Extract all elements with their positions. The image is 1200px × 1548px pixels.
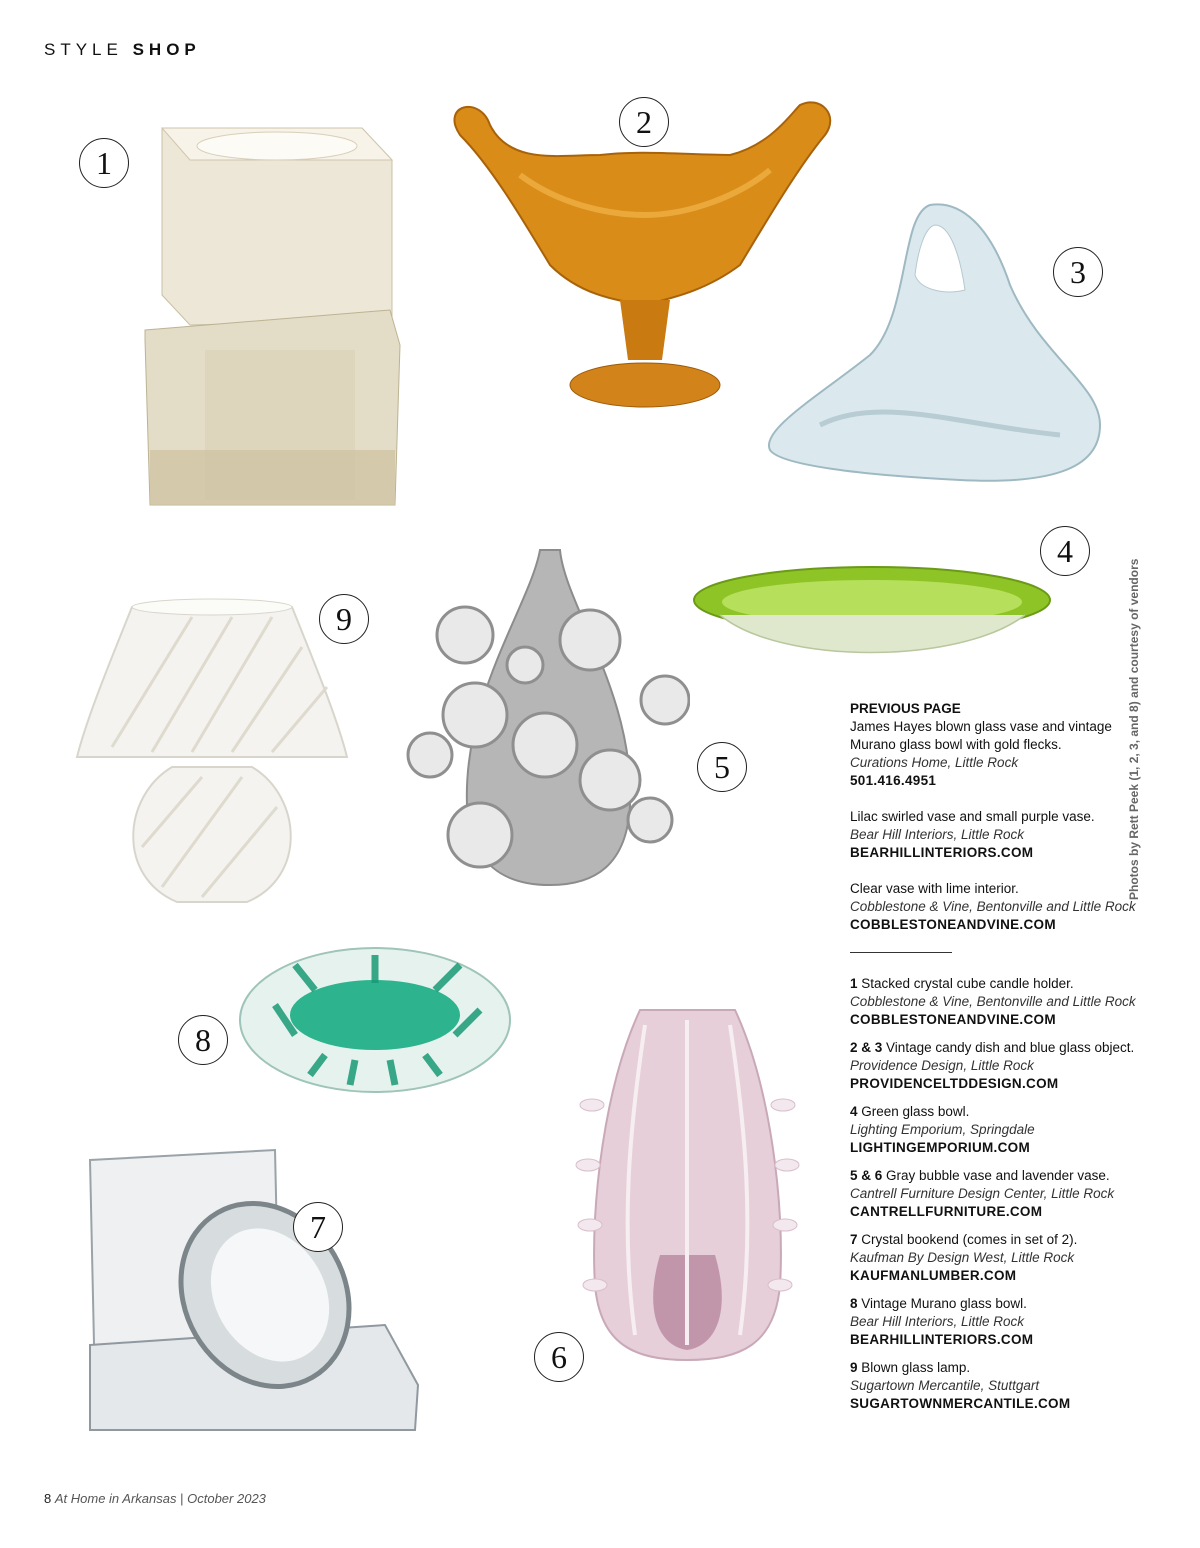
credit-link[interactable]: BEARHILLINTERIORS.COM [850,845,1034,860]
item-number-2: 2 [619,97,669,147]
credit-block [850,975,1150,1029]
credit-link[interactable]: CANTRELLFURNITURE.COM [850,1204,1043,1219]
credit-store: Cobblestone & Vine, Bentonville and Little Rock [850,994,1136,1009]
credit-link[interactable]: LIGHTINGEMPORIUM.COM [850,1140,1030,1155]
credit-description: Green glass bowl. [861,1104,970,1119]
footer-separator: | [180,1491,184,1506]
credit-number: 2 & 3 [850,1040,883,1055]
blown-glass-lamp-image [72,597,352,909]
credit-block [850,1359,1150,1413]
credit-block [850,1295,1150,1349]
issue-date: October 2023 [187,1491,266,1506]
credit-number: 9 [850,1360,858,1375]
page-number: 8 [44,1491,52,1506]
credit-store: Bear Hill Interiors, Little Rock [850,1314,1025,1329]
header-style: STYLE [44,40,123,59]
credit-description: Gray bubble vase and lavender vase. [886,1168,1110,1183]
section-header [44,40,201,60]
credit-block [850,880,1150,934]
item-number-9: 9 [319,594,369,644]
credit-block [850,808,1150,862]
photo-credit: Photos by Rett Peek (1, 2, 3, and 8) and courtesy of vendors [1127,558,1141,900]
item-number-6: 6 [534,1332,584,1382]
credit-store: Cobblestone & Vine, Bentonville and Little Rock [850,899,1136,914]
credits-column [850,700,1150,1423]
credit-number: 4 [850,1104,858,1119]
credit-block [850,1167,1150,1221]
credit-block [850,718,1150,790]
item-number-7: 7 [293,1202,343,1252]
credit-description: Crystal bookend (comes in set of 2). [861,1232,1078,1247]
previous-page-heading: PREVIOUS PAGE [850,701,961,716]
credit-store: Bear Hill Interiors, Little Rock [850,827,1025,842]
murano-glass-bowl-image [235,945,515,1095]
page-footer [44,1491,266,1506]
credit-link[interactable]: COBBLESTONEANDVINE.COM [850,917,1056,932]
credit-description: Blown glass lamp. [861,1360,971,1375]
credit-description: Clear vase with lime interior. [850,881,1019,896]
credit-store: Providence Design, Little Rock [850,1058,1034,1073]
credit-contact: 501.416.4951 [850,773,937,788]
credit-link[interactable]: COBBLESTONEANDVINE.COM [850,1012,1056,1027]
item-number-5: 5 [697,742,747,792]
credit-number: 8 [850,1296,858,1311]
credit-link[interactable]: BEARHILLINTERIORS.COM [850,1332,1034,1347]
credit-block [850,1103,1150,1157]
crystal-bookend-image [85,1145,420,1435]
green-glass-bowl-image [690,560,1055,670]
gray-bubble-vase-image [405,545,690,890]
crystal-cube-candle-holder-image [140,120,410,515]
credit-number: 5 & 6 [850,1168,883,1183]
header-shop: SHOP [132,40,201,59]
item-number-3: 3 [1053,247,1103,297]
credit-link[interactable]: SUGARTOWNMERCANTILE.COM [850,1396,1071,1411]
credit-description: Vintage Murano glass bowl. [861,1296,1027,1311]
credit-description: James Hayes blown glass vase and vintage Murano glass bowl with gold flecks. [850,719,1112,752]
credit-store: Kaufman By Design West, Little Rock [850,1250,1075,1265]
credit-description: Lilac swirled vase and small purple vase. [850,809,1095,824]
credit-store: Curations Home, Little Rock [850,755,1019,770]
credit-block [850,1039,1150,1093]
credit-link[interactable]: PROVIDENCELTDDESIGN.COM [850,1076,1059,1091]
credit-number: 1 [850,976,858,991]
credit-store: Sugartown Mercantile, Stuttgart [850,1378,1040,1393]
divider [850,952,952,953]
credit-store: Cantrell Furniture Design Center, Little Rock [850,1186,1115,1201]
lavender-vase-image [570,1005,805,1365]
item-number-4: 4 [1040,526,1090,576]
item-number-8: 8 [178,1015,228,1065]
credit-number: 7 [850,1232,858,1247]
credit-description: Vintage candy dish and blue glass object. [886,1040,1135,1055]
blue-glass-object-image [760,195,1110,495]
credit-store: Lighting Emporium, Springdale [850,1122,1035,1137]
magazine-name: At Home in Arkansas [54,1491,177,1506]
credit-link[interactable]: KAUFMANLUMBER.COM [850,1268,1017,1283]
item-number-1: 1 [79,138,129,188]
credit-description: Stacked crystal cube candle holder. [861,976,1074,991]
credit-block [850,1231,1150,1285]
